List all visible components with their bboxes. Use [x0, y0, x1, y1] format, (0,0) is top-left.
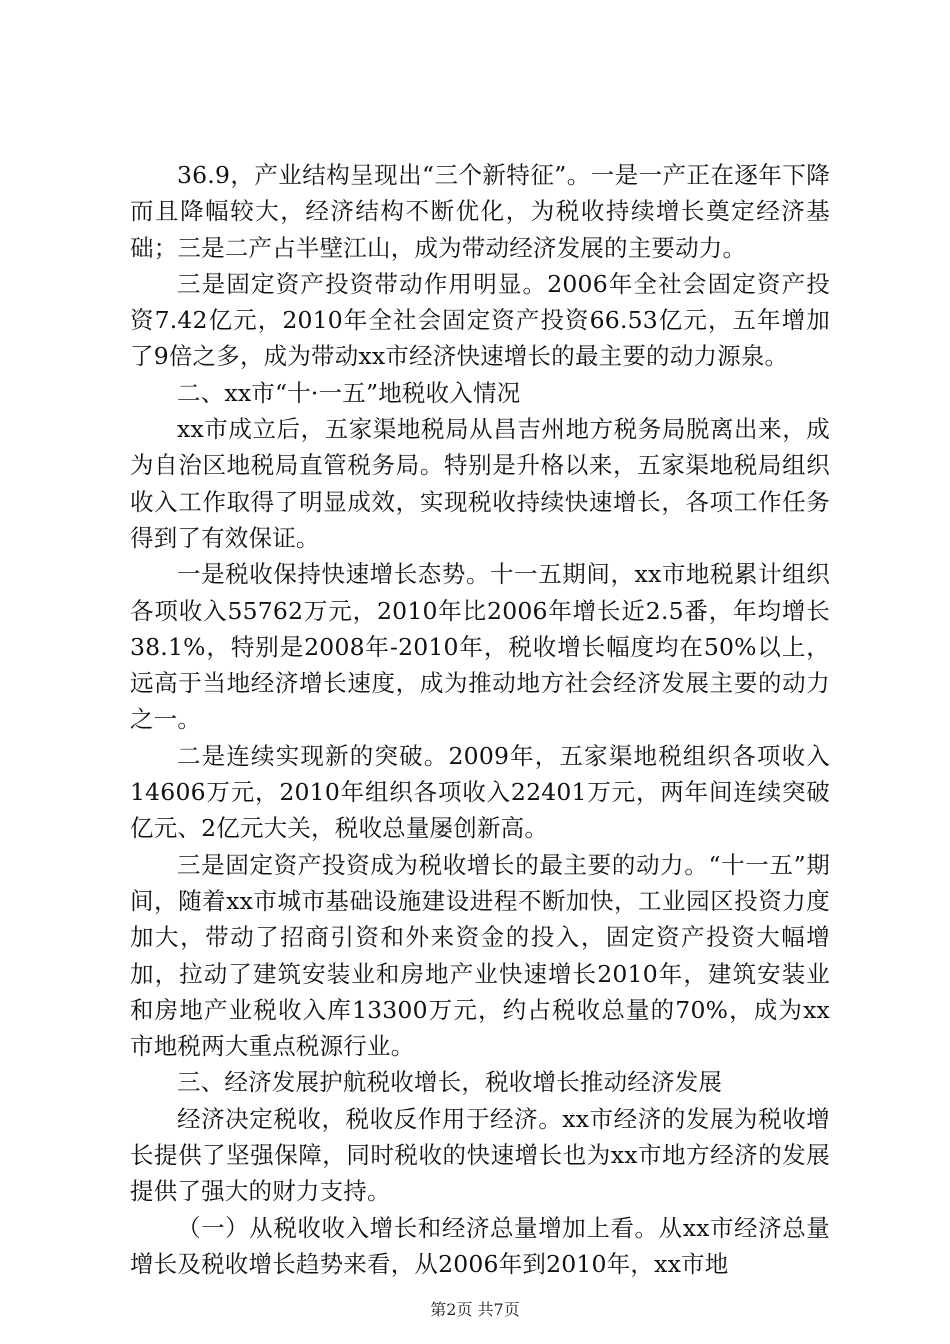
paragraph-fixed-asset-investment: 三是固定资产投资带动作用明显。2006年全社会固定资产投资7.42亿元，2010年全社会固定资产投资66.53亿元，五年增加了9倍之多，成为带动xx市经济快速增长的最主要的动力源泉。 — [130, 269, 830, 371]
document-body — [130, 157, 830, 1282]
paragraph-rapid-growth: 一是税收保持快速增长态势。十一五期间，xx市地税累计组织各项收入55762万元，2010年比2006年增长近2.5番，年均增长38.1%，特别是2008年-2010年，税收增长幅度均在50%以上，远高于当地经济增长速度，成为推动地方社会经济发展主要的动力之一。 — [130, 560, 830, 734]
section-heading-economy-and-tax: 三、经济发展护航税收增长，税收增长推动经济发展 — [177, 1068, 723, 1097]
page-number-footer: 第2页 共7页 — [430, 1300, 520, 1319]
paragraph-investment-driver: 三是固定资产投资成为税收增长的最主要的动力。“十一五”期间，随着xx市城市基础设施建设进程不断加快，工业园区投资力度加大，带动了招商引资和外来资金的投入，固定资产投资大幅增加，拉动了建筑安装业和房地产业快速增长2010年，建筑安装业和房地产业税收入库13300万元，约占税收总量的70%，成为xx市地税两大重点税源行业。 — [130, 850, 830, 1061]
paragraph-new-breakthroughs: 二是连续实现新的突破。2009年，五家渠地税组织各项收入14606万元，2010年组织各项收入22401万元，两年间连续突破亿元、2亿元大关，税收总量屡创新高。 — [130, 741, 830, 843]
paragraph-tax-bureau-history: xx市成立后，五家渠地税局从昌吉州地方税务局脱离出来，成为自治区地税局直管税务局。特别是升格以来，五家渠地税局组织收入工作取得了明显成效，实现税收持续快速增长，各项工作任务得到了有效保证。 — [130, 415, 830, 552]
section-heading-tax-revenue: 二、xx市“十·一五”地税收入情况 — [177, 378, 521, 407]
paragraph-industry-structure: 36.9，产业结构呈现出“三个新特征”。一是一产正在逐年下降而且降幅较大，经济结构不断优化，为税收持续增长奠定经济基础；三是二产占半壁江山，成为带动经济发展的主要动力。 — [130, 161, 830, 262]
paragraph-revenue-vs-economy: （一）从税收收入增长和经济总量增加上看。从xx市经济总量增长及税收增长趋势来看，从2006年到2010年，xx市地 — [130, 1213, 830, 1278]
paragraph-economy-determines-tax: 经济决定税收，税收反作用于经济。xx市经济的发展为税收增长提供了坚强保障，同时税收的快速增长也为xx市地方经济的发展提供了强大的财力支持。 — [130, 1104, 830, 1206]
